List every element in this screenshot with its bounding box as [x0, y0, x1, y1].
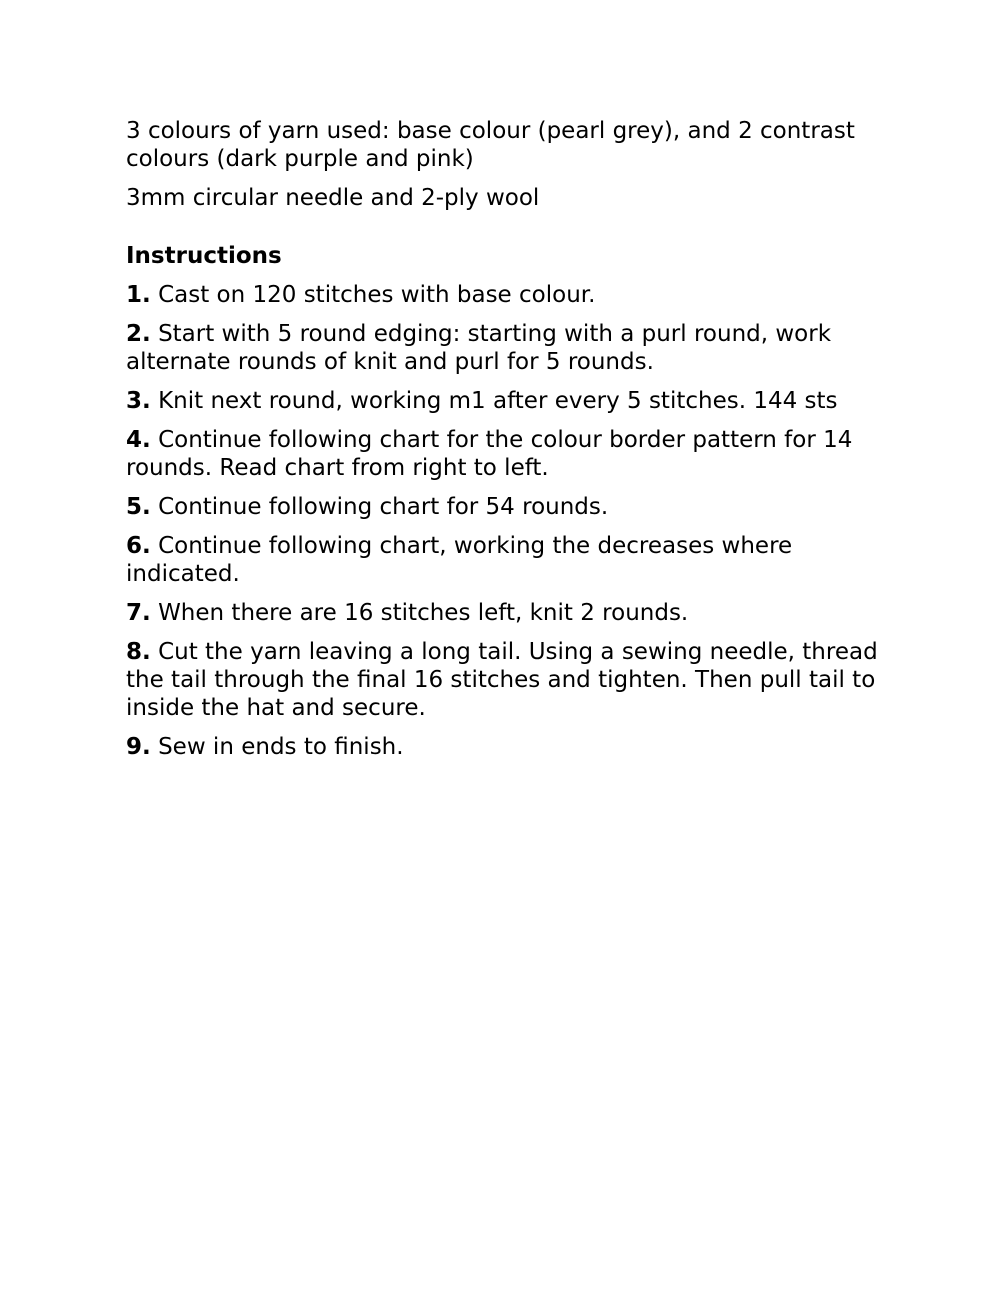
step-number: 5.: [126, 494, 151, 520]
step-text: Continue following chart for the colour border pattern for 14 rounds. Read chart from right to left.: [126, 427, 853, 481]
step-text: Knit next round, working m1 after every 5 stitches. 144 sts: [158, 388, 838, 414]
step-item: [126, 281, 886, 309]
step-item: [126, 320, 886, 376]
instructions-heading: Instructions: [126, 243, 282, 269]
step-item: [126, 599, 886, 627]
step-item: [126, 733, 886, 761]
document-page: [126, 117, 886, 772]
step-number: 4.: [126, 427, 151, 453]
step-text: Sew in ends to finish.: [158, 734, 404, 760]
step-number: 7.: [126, 600, 151, 626]
step-number: 1.: [126, 282, 151, 308]
step-item: [126, 532, 886, 588]
step-item: [126, 493, 886, 521]
step-number: 3.: [126, 388, 151, 414]
step-text: Cut the yarn leaving a long tail. Using a sewing needle, thread the tail through the final 16 stitches and tighten. Then pull tail to inside the hat and secure.: [126, 639, 878, 721]
step-text: Continue following chart, working the decreases where indicated.: [126, 533, 793, 587]
step-text: When there are 16 stitches left, knit 2 rounds.: [158, 600, 689, 626]
step-item: [126, 426, 886, 482]
step-item: [126, 638, 886, 722]
step-text: Continue following chart for 54 rounds.: [158, 494, 609, 520]
step-text: Start with 5 round edging: starting with a purl round, work alternate rounds of knit and purl for 5 rounds.: [126, 321, 832, 375]
step-text: Cast on 120 stitches with base colour.: [158, 282, 596, 308]
needles-text: 3mm circular needle and 2-ply wool: [126, 185, 540, 211]
step-item: [126, 387, 886, 415]
step-number: 8.: [126, 639, 151, 665]
step-number: 9.: [126, 734, 151, 760]
step-number: 2.: [126, 321, 151, 347]
materials-text: 3 colours of yarn used: base colour (pearl grey), and 2 contrast colours (dark purple and pink): [126, 118, 855, 172]
step-number: 6.: [126, 533, 151, 559]
